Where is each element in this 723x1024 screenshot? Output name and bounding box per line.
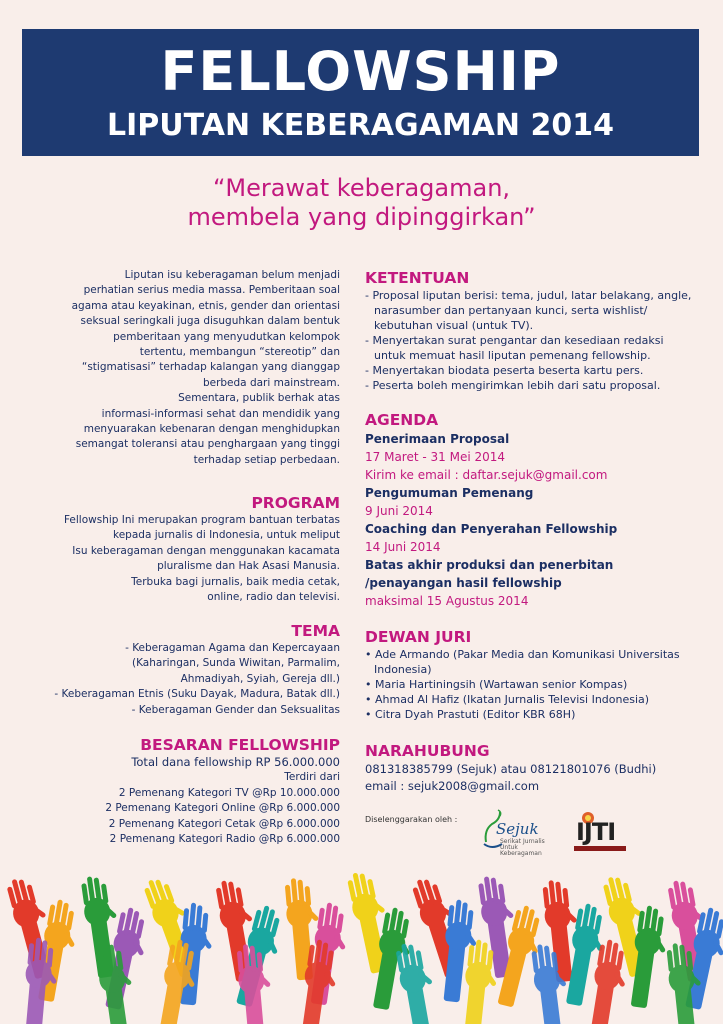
tagline-quote xyxy=(0,174,723,232)
tema-section xyxy=(50,622,340,718)
program-line: online, radio dan televisi. xyxy=(207,591,340,604)
besaran-line: Terdiri dari xyxy=(284,771,340,784)
quote-line-2: membela yang dipinggirkan” xyxy=(187,203,536,231)
narahubung-section xyxy=(365,742,695,795)
banner-subtitle: LIPUTAN KEBERAGAMAN 2014 xyxy=(107,108,614,143)
ketentuan-item: - Menyertakan surat pengantar dan kesediaan redaksi untuk memuat hasil liputan pemenang fellowship. xyxy=(365,334,664,362)
tema-line: Ahmadiyah, Syiah, Gereja dll.) xyxy=(180,672,340,685)
quote-line-1: “Merawat keberagaman, xyxy=(212,174,511,202)
sejuk-logo-sub: Serikat Jurnalis Untuk Keberagaman xyxy=(500,838,545,857)
intro-line: terhadap setiap perbedaan. xyxy=(193,453,340,466)
ijti-logo-text: IJTI xyxy=(576,818,616,846)
juri-item: • Ade Armando (Pakar Media dan Komunikasi Universitas Indonesia) xyxy=(365,648,680,676)
sejuk-logo xyxy=(478,808,548,857)
agenda-item-title: /penayangan hasil fellowship xyxy=(365,576,562,590)
besaran-section xyxy=(50,736,340,847)
intro-text xyxy=(50,268,340,468)
program-heading: PROGRAM xyxy=(251,494,340,512)
besaran-heading: BESARAN FELLOWSHIP xyxy=(140,736,340,754)
intro-line: informasi-informasi sehat dan mendidik yang xyxy=(101,407,340,420)
raised-hands-illustration xyxy=(0,868,723,1024)
agenda-item-title: Penerimaan Proposal xyxy=(365,432,510,446)
agenda-item-date: maksimal 15 Agustus 2014 xyxy=(365,594,529,608)
intro-line: agama atau keyakinan, etnis, gender dan orientasi xyxy=(71,299,340,312)
tema-heading: TEMA xyxy=(291,622,340,640)
sejuk-logo-text: Sejuk xyxy=(496,820,539,838)
agenda-section xyxy=(365,411,695,610)
agenda-item-date: 14 Juni 2014 xyxy=(365,540,441,554)
program-line: Isu keberagaman dengan menggunakan kacamata xyxy=(72,544,340,557)
narahubung-heading: NARAHUBUNG xyxy=(365,742,490,760)
intro-line: pemberitaan yang menyudutkan kelompok xyxy=(113,330,340,343)
besaran-line: 2 Pemenang Kategori Online @Rp 6.000.000 xyxy=(105,802,340,815)
program-line: kepada jurnalis di Indonesia, untuk meliput xyxy=(113,529,340,542)
narahubung-phone: 081318385799 (Sejuk) atau 08121801076 (Budhi) xyxy=(365,762,657,776)
banner-title: FELLOWSHIP xyxy=(160,40,561,103)
intro-line: seksual seringkali juga disuguhkan dalam bentuk xyxy=(80,315,340,328)
program-section xyxy=(50,494,340,605)
juri-section xyxy=(365,628,695,722)
tema-line: - Keberagaman Agama dan Kepercayaan xyxy=(125,642,340,654)
agenda-item-title: Batas akhir produksi dan penerbitan xyxy=(365,558,614,572)
besaran-line: 2 Pemenang Kategori TV @Rp 10.000.000 xyxy=(118,786,340,799)
ketentuan-heading: KETENTUAN xyxy=(365,269,470,287)
juri-heading: DEWAN JURI xyxy=(365,628,472,646)
header-banner xyxy=(22,29,699,156)
juri-item: • Maria Hartiningsih (Wartawan senior Kompas) xyxy=(365,678,628,691)
agenda-item-title: Coaching dan Penyerahan Fellowship xyxy=(365,522,618,536)
intro-line: “stigmatisasi” terhadap kalangan yang dianggap xyxy=(81,361,340,374)
ketentuan-item: - Menyertakan biodata peserta beserta kartu pers. xyxy=(365,364,644,377)
tema-line: - Keberagaman Etnis (Suku Dayak, Madura, Batak dll.) xyxy=(54,688,340,701)
agenda-item-date: 17 Maret - 31 Mei 2014 xyxy=(365,450,506,464)
ketentuan-section xyxy=(365,269,695,393)
juri-item: • Ahmad Al Hafiz (Ikatan Jurnalis Televisi Indonesia) xyxy=(365,693,650,706)
narahubung-email: email : sejuk2008@gmail.com xyxy=(365,779,540,793)
tema-line: (Kaharingan, Sunda Wiwitan, Parmalim, xyxy=(132,657,340,670)
intro-line: semangat toleransi atau penghargaan yang tinggi xyxy=(75,438,340,451)
program-line: Terbuka bagi jurnalis, baik media cetak, xyxy=(131,575,340,588)
agenda-item-title: Pengumuman Pemenang xyxy=(365,486,534,500)
besaran-line: 2 Pemenang Kategori Radio @Rp 6.000.000 xyxy=(109,833,340,846)
intro-line: Sementara, publik berhak atas xyxy=(178,392,340,405)
intro-line: Liputan isu keberagaman belum menjadi xyxy=(124,269,340,281)
organizer-label: Diselenggarakan oleh : xyxy=(365,815,458,824)
tema-line: - Keberagaman Gender dan Seksualitas xyxy=(131,703,340,716)
program-line: pluralisme dan Hak Asasi Manusia. xyxy=(157,560,340,573)
besaran-line: Total dana fellowship RP 56.000.000 xyxy=(131,755,340,769)
agenda-heading: AGENDA xyxy=(365,411,439,429)
ketentuan-item: - Proposal liputan berisi: tema, judul, latar belakang, angle, narasumber dan pertanyaan kunci, serta wishlist/ kebutuhan visual (untuk TV). xyxy=(365,289,692,332)
agenda-item-date: 9 Juni 2014 xyxy=(365,504,433,518)
agenda-email: Kirim ke email : daftar.sejuk@gmail.com xyxy=(365,468,608,482)
intro-line: perhatian serius media massa. Pemberitaan soal xyxy=(83,284,340,297)
intro-line: tertentu, membangun “stereotip” dan xyxy=(139,346,340,359)
besaran-line: 2 Pemenang Kategori Cetak @Rp 6.000.000 xyxy=(108,817,340,830)
juri-item: • Citra Dyah Prastuti (Editor KBR 68H) xyxy=(365,708,576,721)
intro-line: menyuarakan kebenaran dengan menghidupkan xyxy=(83,423,340,436)
ijti-logo xyxy=(572,806,630,854)
program-line: Fellowship Ini merupakan program bantuan terbatas xyxy=(63,514,340,526)
ketentuan-item: - Peserta boleh mengirimkan lebih dari satu proposal. xyxy=(365,379,661,392)
intro-line: berbeda dari mainstream. xyxy=(202,376,340,389)
